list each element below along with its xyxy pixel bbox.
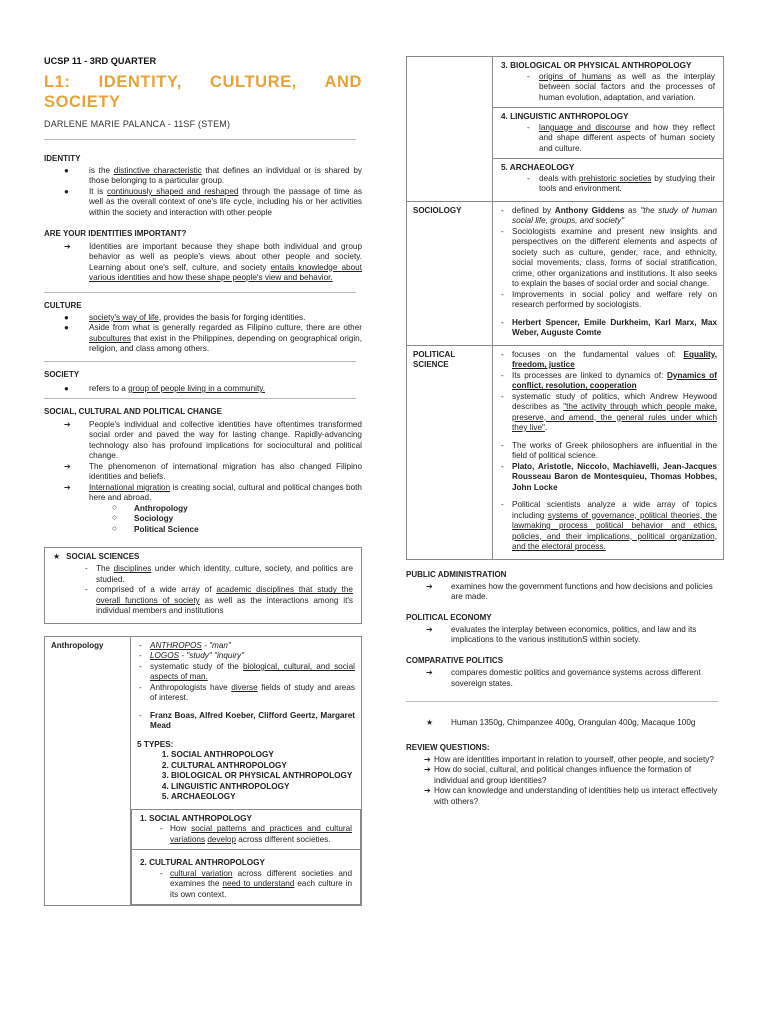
text: Sociologists examine and present new insights and perspectives on the different elements and aspects of society such as culture, gender, race, and ethnicity, social movements, class, forms of social stratification, crime, other organizations and institutions. It also seeks to explain the bases of social order and social change.: [512, 226, 717, 288]
row-content: [131, 637, 361, 906]
underlined-text: "the activity through which people make, preserve, and amend, the general rules under which they live": [512, 402, 717, 432]
text: Identities are important because they shape both individual and group behavior as well as people's views about other people and society. Learning about one's self, culture, and society: [89, 241, 362, 272]
types-list: [137, 750, 355, 803]
left-column: [44, 56, 362, 906]
row-content: [493, 346, 723, 559]
dash-icon: -: [501, 391, 504, 401]
list-item: [83, 564, 353, 585]
text: is creating social, cultural and political changes both here and abroad.: [89, 482, 362, 503]
underlined-text: LOGOS: [150, 651, 180, 661]
social-sciences-list: [53, 564, 353, 617]
list-item: [44, 504, 362, 515]
circle-icon: ○: [112, 523, 117, 533]
arrow-icon: ➔: [426, 581, 433, 591]
list-item: [501, 174, 715, 195]
text: Improvements in social policy and welfare rely on research performed by sociologists.: [512, 289, 717, 309]
list-item: [44, 166, 362, 187]
text: Sociology: [134, 514, 174, 524]
list-item: [499, 392, 717, 434]
list-item: [44, 420, 362, 462]
italic-text: "the study of human social life, groups, and society": [512, 205, 717, 225]
list-item: [44, 525, 362, 536]
bullet-icon: ●: [64, 165, 69, 175]
text: Anthropology: [134, 503, 188, 513]
dash-icon: -: [501, 226, 504, 236]
arrow-icon: ➔: [64, 241, 71, 251]
review-list: [406, 755, 724, 808]
dash-icon: -: [501, 289, 504, 299]
text: How: [170, 824, 192, 834]
dash-icon: -: [160, 868, 163, 878]
arrow-icon: ➔: [424, 786, 431, 796]
text: across different societies.: [236, 834, 331, 844]
dash-icon: -: [139, 640, 142, 650]
text: How do social, cultural, and political changes influence the formation of individual and group identities?: [434, 765, 692, 785]
list-item: 5. ARCHAEOLOGY: [171, 792, 355, 803]
row-label: SOCIOLOGY: [407, 202, 493, 345]
text: as: [624, 205, 641, 215]
list-item: 2. CULTURAL ANTHROPOLOGY: [171, 761, 355, 772]
bullet-icon: ●: [64, 312, 69, 322]
linguistic-anthropology-box: [493, 108, 723, 159]
underlined-text: Dynamics of conflict, resolution, cooperation: [512, 370, 718, 390]
political-economy-heading: POLITICAL ECONOMY: [406, 612, 492, 622]
page-title: L1: IDENTITY, CULTURE, AND: [44, 72, 362, 91]
public-admin-heading: PUBLIC ADMINISTRATION: [406, 569, 507, 579]
list-item: [137, 662, 355, 683]
subsection-title: 4. LINGUISTIC ANTHROPOLOGY: [501, 112, 629, 121]
text: and how they reflect and shape different aspects of human society and culture.: [539, 122, 715, 153]
text: under which identity, culture, society, and politics are studied.: [96, 564, 354, 584]
list-item: [501, 72, 715, 104]
star-icon: ★: [53, 552, 61, 562]
dash-icon: -: [139, 651, 142, 661]
dash-icon: -: [139, 661, 142, 671]
underlined-text: origins of humans: [539, 71, 612, 81]
list-item: 4. LINGUISTIC ANTHROPOLOGY: [171, 782, 355, 793]
star-icon: ★: [426, 718, 434, 728]
bullet-icon: ●: [64, 186, 69, 196]
list-item: [406, 755, 724, 766]
underlined-text: language and discourse: [539, 122, 631, 132]
arrow-icon: ➔: [426, 624, 433, 634]
divider: [44, 361, 356, 362]
row-label: POLITICAL SCIENCE: [407, 346, 493, 559]
text: How are identities important in relation to yourself, other people, and society?: [434, 754, 714, 764]
important-list: [44, 242, 362, 284]
text: focuses on the fundamental values of:: [512, 349, 684, 359]
list-item: [44, 187, 362, 219]
bold-text: Anthony Giddens: [554, 205, 625, 215]
text: Political scientists analyze a wide array of topics including: [512, 500, 717, 520]
bullet-icon: ●: [64, 383, 69, 393]
text: SOCIAL SCIENCES: [66, 552, 140, 562]
list-item: [499, 206, 717, 227]
circle-icon: ○: [112, 513, 117, 523]
dash-icon: -: [139, 710, 142, 720]
author-line: DARLENE MARIE PALANCA - 11SF (STEM): [44, 119, 231, 130]
text: Its processes are linked to dynamics of:: [512, 370, 667, 380]
dash-icon: -: [501, 370, 504, 380]
list-item: [499, 227, 717, 290]
circle-icon: ○: [112, 502, 117, 512]
text: The: [96, 564, 114, 574]
arrow-icon: ➔: [426, 668, 433, 678]
list-item: [137, 683, 355, 704]
text: Anthropologists have: [150, 682, 232, 692]
identity-heading: IDENTITY: [44, 153, 81, 163]
underlined-text: group of people living in a community.: [128, 383, 265, 393]
text: The works of Greek philosophers are influential in the field of political science.: [512, 440, 717, 460]
list-item: 1. SOCIAL ANTHROPOLOGY: [171, 750, 355, 761]
political-economy-list: [406, 625, 724, 646]
underlined-text: biological, cultural, and social aspects of man.: [150, 661, 355, 682]
bullet-icon: ●: [64, 323, 69, 333]
list-item: [406, 765, 724, 786]
underlined-text: social patterns and practices and cultural variations: [170, 824, 352, 844]
row-content: [493, 57, 723, 201]
dash-icon: -: [85, 564, 88, 574]
list-item: [406, 786, 724, 807]
text: refers to a: [89, 383, 129, 393]
divider: [44, 292, 356, 293]
arrow-icon: ➔: [64, 461, 71, 471]
underlined-text: continuously shaped and reshaped: [106, 186, 239, 196]
public-admin-list: [406, 582, 724, 603]
text: Herbert Spencer, Emile Durkheim, Karl Marx, Max Weber, Auguste Comte: [512, 317, 717, 337]
comparative-politics-list: [406, 668, 724, 689]
text: How can knowledge and understanding of identities help us interact effectively with others?: [434, 786, 718, 806]
identity-list: [44, 166, 362, 219]
dash-icon: -: [501, 500, 504, 509]
list-item: 3. BIOLOGICAL OR PHYSICAL ANTHROPOLOGY: [171, 771, 355, 782]
underlined-text: ANTHROPOS: [150, 640, 202, 650]
text: fields of study and areas of interest.: [150, 682, 355, 703]
dash-icon: -: [85, 585, 88, 595]
social-anthropology-box: [131, 809, 361, 851]
text: .: [544, 423, 548, 432]
list-item: [501, 123, 715, 155]
dash-icon: -: [501, 461, 504, 471]
dash-icon: -: [527, 122, 530, 132]
right-column: [406, 56, 724, 807]
underlined-text: disciplines: [113, 564, 152, 574]
text: as well as the interplay between social factors and the processes of human evolution, adaptation, and variation.: [539, 71, 716, 102]
text: systematic study of politics, which Andrew Heywood describes as: [512, 391, 717, 411]
table-row: [45, 637, 361, 906]
text: It is: [89, 186, 107, 196]
fact-list: [406, 718, 724, 729]
list-item: [140, 869, 352, 901]
row-content: [493, 202, 723, 345]
list-item: [499, 462, 717, 494]
dash-icon: -: [139, 682, 142, 692]
list-item: [406, 668, 724, 689]
list-item: [499, 371, 717, 392]
subsection-list: [501, 123, 715, 155]
subsection-title: 3. BIOLOGICAL OR PHYSICAL ANTHROPOLOGY: [501, 61, 692, 70]
subsection-title: 5. ARCHAEOLOGY: [501, 163, 575, 172]
list-item: [406, 718, 724, 729]
underlined-text: cultural variation: [170, 868, 233, 878]
underlined-text: academic disciplines that study the overall functions of society: [96, 585, 353, 605]
comparative-politics-heading: COMPARATIVE POLITICS: [406, 655, 504, 665]
divider: [406, 701, 718, 702]
underlined-text: Equality, freedom, justice: [512, 349, 717, 369]
underlined-text: entails knowledge about various identities and how these shape people's view and behavior.: [89, 262, 362, 282]
list-item: [406, 625, 724, 646]
underlined-text: systems of governance, political theories, the lawmaking process political behavior and ethics, policies, and their implications, political organization, and the electoral process.: [512, 510, 717, 551]
culture-heading: CULTURE: [44, 300, 82, 310]
list-item: [44, 483, 362, 504]
list-item: [140, 824, 352, 845]
social-sciences-heading: [53, 552, 353, 562]
text: People's individual and collective identities have oftentimes transformed social order and paved the way for lasting change. Rapidly-advancing technology also has profound implications for sociocultural and political change.: [89, 419, 362, 461]
text: compares domestic politics and governance systems across different sovereign states.: [451, 668, 701, 688]
page-title-line2: SOCIETY: [44, 93, 121, 112]
underlined-text: International migration: [89, 482, 171, 492]
list-item: [137, 711, 355, 732]
arrow-icon: ➔: [424, 754, 431, 764]
text: defined by: [512, 205, 555, 215]
important-heading: ARE YOUR IDENTITIES IMPORTANT?: [44, 229, 187, 239]
text: evaluates the interplay between economics, politics, and law and its implications to the various institutionS within society.: [451, 624, 697, 645]
text: is the: [89, 165, 114, 175]
underlined-text: prehistoric societies: [578, 173, 652, 183]
anthropology-list: [137, 641, 355, 732]
disciplines-table: [406, 56, 724, 560]
society-list: [44, 384, 362, 395]
list-item: [499, 318, 717, 339]
dash-icon: -: [527, 173, 530, 183]
dash-icon: -: [160, 824, 163, 834]
underlined-text: society's way of life: [89, 312, 159, 322]
social-sciences-box: [44, 547, 362, 624]
subsection-list: [501, 174, 715, 195]
text: The phenomenon of international migration has also changed Filipino identities and beliefs.: [89, 461, 362, 482]
text: , provides the basis for forging identities.: [158, 312, 306, 322]
underlined-text: need to understand: [222, 879, 295, 889]
divider: [44, 398, 356, 399]
biological-anthropology-box: [493, 57, 723, 108]
sociology-list: [499, 206, 717, 339]
society-heading: SOCIETY: [44, 369, 80, 379]
anthropology-table: [44, 636, 362, 907]
list-item: [83, 585, 353, 617]
underlined-text: develop: [207, 834, 237, 844]
text: through the passage of time as well as the overall context of one's life cycle, including his or her activities within the society and interaction with other people: [89, 186, 363, 217]
underlined-text: diverse: [231, 682, 258, 692]
text: Human 1350g, Chimpanzee 400g, Orangulan 400g, Macaque 100g: [451, 718, 696, 728]
list-item: [44, 313, 362, 324]
text: Political Science: [134, 524, 199, 534]
list-item: [44, 242, 362, 284]
political-science-list: [499, 350, 717, 553]
text: that defines an individual or is shared by those belonging to a particular group.: [89, 165, 362, 186]
subsection-title: 2. CULTURAL ANTHROPOLOGY: [140, 858, 265, 868]
subsection-title: 1. SOCIAL ANTHROPOLOGY: [140, 813, 252, 823]
list-item: [137, 641, 355, 652]
list-item: [499, 500, 717, 553]
text: Plato, Aristotle, Niccolo, Machiavelli, Jean-Jacques Rousseau Baron de Montesquieu, Thomas Hobbes, John Locke: [512, 461, 717, 492]
table-row: [407, 57, 723, 202]
underlined-text: distinctive characteristic: [113, 165, 202, 175]
row-label: Anthropology: [45, 637, 131, 906]
types-heading: 5 TYPES:: [137, 739, 174, 749]
review-heading: REVIEW QUESTIONS:: [406, 742, 490, 752]
arrow-icon: ➔: [424, 765, 431, 775]
arrow-icon: ➔: [64, 482, 71, 492]
list-item: [44, 462, 362, 483]
divider: [44, 139, 356, 140]
list-item: [499, 350, 717, 371]
text: across different societies and examines the: [170, 868, 352, 889]
change-sublist: [44, 504, 362, 536]
archaeology-box: [493, 159, 723, 201]
course-header: UCSP 11 - 3RD QUARTER: [44, 56, 157, 66]
text: by studying their tools and environment.: [539, 173, 715, 193]
text: - "study" "inquiry": [179, 651, 244, 661]
culture-list: [44, 313, 362, 355]
subsection-list: [140, 824, 352, 845]
text: Franz Boas, Alfred Koeber, Clifford Geertz, Margaret Mead: [150, 710, 355, 731]
change-list: [44, 420, 362, 504]
text: each culture in its own context.: [170, 879, 352, 899]
text: systematic study of the: [150, 661, 243, 671]
dash-icon: -: [501, 440, 504, 450]
list-item: [44, 384, 362, 395]
list-item: [44, 323, 362, 355]
dash-icon: -: [501, 205, 504, 215]
text: - "man": [201, 640, 231, 650]
change-heading: SOCIAL, CULTURAL AND POLITICAL CHANGE: [44, 407, 222, 417]
dash-icon: -: [501, 349, 504, 359]
text: Aside from what is generally regarded as Filipino culture, there are other: [89, 323, 362, 333]
cultural-anthropology-box: [131, 850, 361, 905]
subsection-list: [140, 869, 352, 901]
text: deals with: [539, 173, 579, 183]
list-item: [44, 514, 362, 525]
list-item: [499, 441, 717, 462]
text: comprised of a wide array of: [96, 585, 217, 595]
list-item: [499, 290, 717, 311]
text: as well as the interactions among it's individual members and institutions: [96, 595, 354, 616]
text: examines how the government functions and how decisions and policies are made.: [451, 581, 713, 602]
underlined-text: subcultures: [89, 333, 131, 343]
row-label: [407, 57, 493, 201]
list-item: [406, 582, 724, 603]
text: that exist in the Philippines, depending on geographical origin, religion, and class among others.: [89, 333, 362, 354]
subsection-list: [501, 72, 715, 104]
arrow-icon: ➔: [64, 419, 71, 429]
list-item: [137, 651, 355, 662]
table-row: [407, 346, 723, 559]
table-row: [407, 202, 723, 346]
dash-icon: -: [501, 317, 504, 327]
dash-icon: -: [527, 71, 530, 81]
